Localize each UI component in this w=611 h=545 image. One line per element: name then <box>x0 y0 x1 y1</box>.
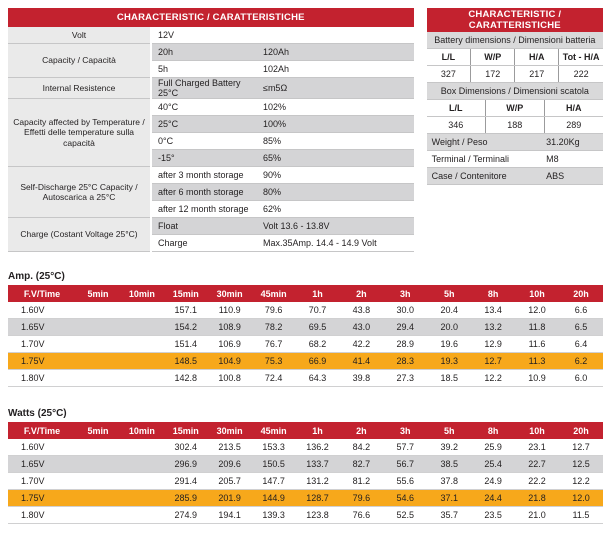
cell: 151.4 <box>164 336 208 353</box>
cell: 62% <box>261 201 414 218</box>
cell: 84.2 <box>339 439 383 456</box>
cell: 6.6 <box>559 302 603 319</box>
row-label: Terminal / Terminali <box>427 151 545 168</box>
table-row <box>427 83 603 100</box>
cell: 25.4 <box>471 456 515 473</box>
cell: 188 <box>485 117 544 134</box>
cell <box>76 507 120 524</box>
column-header: 15min <box>164 285 208 302</box>
cell: ABS <box>544 168 603 185</box>
cell: 154.2 <box>164 319 208 336</box>
column-header: 45min <box>252 422 296 439</box>
cell: 172 <box>471 66 515 83</box>
column-header: H/A <box>515 49 559 66</box>
cell <box>120 490 164 507</box>
cell: 80% <box>261 184 414 201</box>
table-row <box>8 167 414 184</box>
fv-label: 1.80V <box>8 507 76 524</box>
cell <box>76 473 120 490</box>
cell: 120Ah <box>261 44 414 61</box>
fv-label: 1.70V <box>8 473 76 490</box>
cell <box>120 353 164 370</box>
cell: Charge <box>151 235 261 252</box>
cell: 22.7 <box>515 456 559 473</box>
cell <box>120 370 164 387</box>
cell <box>120 507 164 524</box>
column-header: H/A <box>544 100 603 117</box>
table-row <box>8 44 414 61</box>
cell: 85% <box>261 133 414 150</box>
cell: 66.9 <box>296 353 340 370</box>
cell: 21.0 <box>515 507 559 524</box>
cell: 205.7 <box>208 473 252 490</box>
cell: 20.4 <box>427 302 471 319</box>
cell: 25°C <box>151 116 261 133</box>
dimensions-table <box>427 8 603 185</box>
table-row <box>427 117 603 134</box>
cell: 12.0 <box>559 490 603 507</box>
cell: 27.3 <box>383 370 427 387</box>
cell <box>120 302 164 319</box>
cell <box>76 336 120 353</box>
cell: 289 <box>544 117 603 134</box>
cell <box>120 336 164 353</box>
cell: 12.5 <box>559 456 603 473</box>
column-header: 20h <box>559 422 603 439</box>
watts-section <box>8 408 603 524</box>
cell: 81.2 <box>339 473 383 490</box>
column-header: L/L <box>427 49 471 66</box>
cell <box>76 302 120 319</box>
cell: 38.5 <box>427 456 471 473</box>
cell: 43.8 <box>339 302 383 319</box>
table-row <box>427 100 603 117</box>
cell: 11.6 <box>515 336 559 353</box>
cell: Volt 13.6 - 13.8V <box>261 218 414 235</box>
cell: 54.6 <box>383 490 427 507</box>
cell: 106.9 <box>208 336 252 353</box>
cell: 12.9 <box>471 336 515 353</box>
cell: 24.4 <box>471 490 515 507</box>
cell: 148.5 <box>164 353 208 370</box>
cell: M8 <box>544 151 603 168</box>
cell: 76.7 <box>252 336 296 353</box>
cell: 291.4 <box>164 473 208 490</box>
cell: 42.2 <box>339 336 383 353</box>
cell: 209.6 <box>208 456 252 473</box>
cell: 25.9 <box>471 439 515 456</box>
column-header: W/P <box>471 49 515 66</box>
characteristics-table-title: CHARACTERISTIC / CARATTERISTICHE <box>8 8 414 27</box>
cell: 40°C <box>151 99 261 116</box>
cell: 55.6 <box>383 473 427 490</box>
cell: after 3 month storage <box>151 167 261 184</box>
cell: 133.7 <box>296 456 340 473</box>
column-header: 2h <box>339 285 383 302</box>
column-header: F.V/Time <box>8 285 76 302</box>
table-row <box>8 302 603 319</box>
fv-label: 1.75V <box>8 353 76 370</box>
cell: Float <box>151 218 261 235</box>
cell: 6.4 <box>559 336 603 353</box>
cell: 18.5 <box>427 370 471 387</box>
cell <box>120 439 164 456</box>
table-row <box>8 456 603 473</box>
cell: 28.9 <box>383 336 427 353</box>
table-row <box>427 134 603 151</box>
cell <box>120 473 164 490</box>
column-header: F.V/Time <box>8 422 76 439</box>
cell: 90% <box>261 167 414 184</box>
cell: 11.5 <box>559 507 603 524</box>
cell: 22.2 <box>515 473 559 490</box>
cell: 37.8 <box>427 473 471 490</box>
column-header: 3h <box>383 285 427 302</box>
cell: 6.0 <box>559 370 603 387</box>
cell: 20.0 <box>427 319 471 336</box>
top-section <box>8 8 603 252</box>
column-header: 10h <box>515 285 559 302</box>
fv-label: 1.80V <box>8 370 76 387</box>
cell <box>76 370 120 387</box>
cell <box>76 456 120 473</box>
column-header: 1h <box>296 285 340 302</box>
cell: 128.7 <box>296 490 340 507</box>
cell: 76.6 <box>339 507 383 524</box>
row-label: Volt <box>8 27 151 44</box>
cell: 12.2 <box>471 370 515 387</box>
column-header: 5h <box>427 422 471 439</box>
cell: 213.5 <box>208 439 252 456</box>
fv-label: 1.60V <box>8 302 76 319</box>
cell: 147.7 <box>252 473 296 490</box>
cell: 302.4 <box>164 439 208 456</box>
cell: 57.7 <box>383 439 427 456</box>
column-header: W/P <box>485 100 544 117</box>
row-label: Weight / Peso <box>427 134 545 151</box>
cell: 296.9 <box>164 456 208 473</box>
amp-section <box>8 271 603 387</box>
cell: Full Charged Battery 25°C <box>151 78 261 99</box>
row-label: Charge (Costant Voltage 25°C) <box>8 218 151 252</box>
column-header: 2h <box>339 422 383 439</box>
cell <box>76 490 120 507</box>
cell: 5h <box>151 61 261 78</box>
fv-label: 1.60V <box>8 439 76 456</box>
cell: 23.1 <box>515 439 559 456</box>
cell: 217 <box>515 66 559 83</box>
fv-label: 1.65V <box>8 319 76 336</box>
cell: 56.7 <box>383 456 427 473</box>
cell: 70.7 <box>296 302 340 319</box>
cell: 157.1 <box>164 302 208 319</box>
cell: 12.0 <box>515 302 559 319</box>
cell: 131.2 <box>296 473 340 490</box>
cell <box>120 456 164 473</box>
table-row <box>8 78 414 99</box>
amp-section-title: Amp. (25°C) <box>8 271 65 282</box>
table-row <box>8 507 603 524</box>
column-header: 1h <box>296 422 340 439</box>
cell: 31.20Kg <box>544 134 603 151</box>
cell: 79.6 <box>339 490 383 507</box>
cell: 21.8 <box>515 490 559 507</box>
dimensions-table-title: CHARACTERISTIC / CARATTERISTICHE <box>427 8 603 32</box>
cell: 102Ah <box>261 61 414 78</box>
cell: 136.2 <box>296 439 340 456</box>
cell: 12.2 <box>559 473 603 490</box>
characteristics-table <box>8 8 414 252</box>
row-label: Capacity affected by Temperature / Effetti delle temperature sulla capacità <box>8 99 151 167</box>
column-header: L/L <box>427 100 486 117</box>
row-label: Capacity / Capacità <box>8 44 151 78</box>
cell: Max.35Amp. 14.4 - 14.9 Volt <box>261 235 414 252</box>
cell: 82.7 <box>339 456 383 473</box>
cell: 64.3 <box>296 370 340 387</box>
column-header: 8h <box>471 285 515 302</box>
cell: 24.9 <box>471 473 515 490</box>
cell: 28.3 <box>383 353 427 370</box>
table-row <box>8 218 414 235</box>
table-row <box>427 66 603 83</box>
fv-label: 1.65V <box>8 456 76 473</box>
table-row <box>8 319 603 336</box>
cell: 19.3 <box>427 353 471 370</box>
column-header: 5h <box>427 285 471 302</box>
column-header: 30min <box>208 285 252 302</box>
fv-label: 1.70V <box>8 336 76 353</box>
column-header: 20h <box>559 285 603 302</box>
cell: 11.8 <box>515 319 559 336</box>
cell: 222 <box>559 66 603 83</box>
cell: 139.3 <box>252 507 296 524</box>
cell: after 6 month storage <box>151 184 261 201</box>
cell: 102% <box>261 99 414 116</box>
column-header: 45min <box>252 285 296 302</box>
cell: 13.2 <box>471 319 515 336</box>
cell: 150.5 <box>252 456 296 473</box>
cell: 20h <box>151 44 261 61</box>
table-row <box>8 439 603 456</box>
cell: 39.2 <box>427 439 471 456</box>
cell: 346 <box>427 117 486 134</box>
column-header: 10min <box>120 422 164 439</box>
cell: 153.3 <box>252 439 296 456</box>
cell: 52.5 <box>383 507 427 524</box>
cell: 72.4 <box>252 370 296 387</box>
column-header: 10h <box>515 422 559 439</box>
cell: 68.2 <box>296 336 340 353</box>
watts-section-title: Watts (25°C) <box>8 408 67 419</box>
cell: 6.2 <box>559 353 603 370</box>
cell: 43.0 <box>339 319 383 336</box>
cell: 100% <box>261 116 414 133</box>
cell: -15° <box>151 150 261 167</box>
cell: 75.3 <box>252 353 296 370</box>
table-row <box>427 168 603 185</box>
cell: 23.5 <box>471 507 515 524</box>
battery-dimensions-band: Battery dimensions / Dimensioni batteria <box>427 32 603 49</box>
column-header: 3h <box>383 422 427 439</box>
cell: 144.9 <box>252 490 296 507</box>
cell: 110.9 <box>208 302 252 319</box>
cell: ≤m5Ω <box>261 78 414 99</box>
column-header: 8h <box>471 422 515 439</box>
table-row <box>427 32 603 49</box>
cell: 201.9 <box>208 490 252 507</box>
column-header: 5min <box>76 285 120 302</box>
table-row <box>8 473 603 490</box>
cell: 65% <box>261 150 414 167</box>
cell: 41.4 <box>339 353 383 370</box>
row-label: Self-Discharge 25°C Capacity / Autoscarica a 25°C <box>8 167 151 218</box>
cell: 10.9 <box>515 370 559 387</box>
cell: 12V <box>151 27 414 44</box>
column-header: 30min <box>208 422 252 439</box>
cell: 13.4 <box>471 302 515 319</box>
cell <box>76 439 120 456</box>
cell <box>76 319 120 336</box>
cell: after 12 month storage <box>151 201 261 218</box>
cell: 12.7 <box>559 439 603 456</box>
cell: 78.2 <box>252 319 296 336</box>
cell: 12.7 <box>471 353 515 370</box>
box-dimensions-band: Box Dimensions / Dimensioni scatola <box>427 83 603 100</box>
cell: 327 <box>427 66 471 83</box>
cell: 100.8 <box>208 370 252 387</box>
fv-label: 1.75V <box>8 490 76 507</box>
cell: 285.9 <box>164 490 208 507</box>
table-header-row <box>427 8 603 32</box>
cell: 104.9 <box>208 353 252 370</box>
cell <box>76 353 120 370</box>
table-row <box>427 151 603 168</box>
cell <box>120 319 164 336</box>
amp-table <box>8 285 603 387</box>
cell: 39.8 <box>339 370 383 387</box>
table-row <box>8 490 603 507</box>
watts-table <box>8 422 603 524</box>
cell: 142.8 <box>164 370 208 387</box>
cell: 19.6 <box>427 336 471 353</box>
cell: 274.9 <box>164 507 208 524</box>
row-label: Case / Contenitore <box>427 168 545 185</box>
table-row <box>8 353 603 370</box>
column-header: Tot - H/A <box>559 49 603 66</box>
cell: 194.1 <box>208 507 252 524</box>
row-label: Internal Resistence <box>8 78 151 99</box>
cell: 29.4 <box>383 319 427 336</box>
cell: 6.5 <box>559 319 603 336</box>
column-header: 15min <box>164 422 208 439</box>
table-row <box>8 370 603 387</box>
cell: 108.9 <box>208 319 252 336</box>
table-header-row <box>8 285 603 302</box>
cell: 69.5 <box>296 319 340 336</box>
cell: 11.3 <box>515 353 559 370</box>
table-row <box>8 336 603 353</box>
cell: 30.0 <box>383 302 427 319</box>
table-row <box>8 27 414 44</box>
table-row <box>8 99 414 116</box>
column-header: 5min <box>76 422 120 439</box>
column-header: 10min <box>120 285 164 302</box>
cell: 79.6 <box>252 302 296 319</box>
table-header-row <box>8 8 414 27</box>
cell: 0°C <box>151 133 261 150</box>
cell: 37.1 <box>427 490 471 507</box>
cell: 35.7 <box>427 507 471 524</box>
table-header-row <box>8 422 603 439</box>
table-row <box>427 49 603 66</box>
cell: 123.8 <box>296 507 340 524</box>
